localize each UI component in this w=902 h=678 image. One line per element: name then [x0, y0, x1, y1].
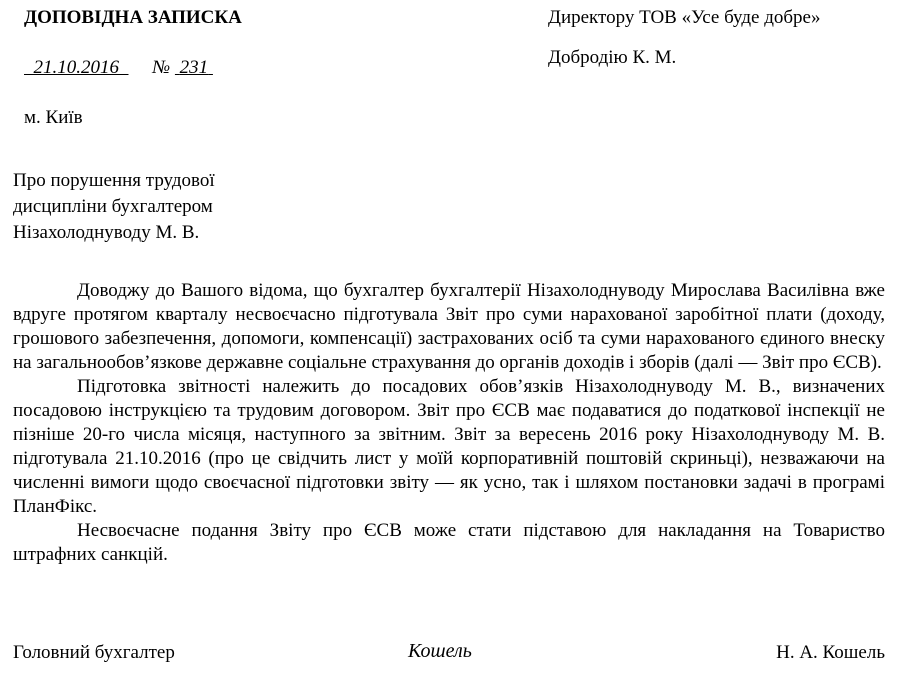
subject-line: дисципліни бухгалтером [13, 196, 213, 217]
document-title: ДОПОВІДНА ЗАПИСКА [24, 7, 242, 28]
addressee-line-2: Добродію К. М. [548, 47, 677, 68]
subject-block [13, 168, 313, 246]
body-paragraph: Несвоєчасне подання Звіту про ЄСВ може стати підставою для накладання на Товариство штрафних санкцій. [13, 520, 885, 565]
addressee-line-1: Директору ТОВ «Усе буде добре» [548, 7, 821, 28]
body-text [13, 279, 885, 567]
number-label: № [152, 57, 171, 78]
date-field: 21.10.2016 [33, 57, 119, 78]
city: м. Київ [24, 107, 83, 128]
number-field: 231 [179, 57, 209, 78]
body-paragraph: Доводжу до Вашого відома, що бухгалтер бухгалтерії Нізахолоднуводу Мирослава Василівна вже вдруге протягом кварталу несвоєчасно підготувала Звіт про суми нарахованої заробітної плати (доходу, грошового забезпечення, допомоги, компенсації) застрахованих осіб та суми нарахованого єдиного внеску на загальнообов’язкове державне соціальне страхування до органів доходів і зборів (далі — Звіт про ЄСВ). [13, 280, 885, 373]
body-paragraph: Підготовка звітності належить до посадових обов’язків Нізахолоднуводу М. В., визначених посадовою інструкцією та трудовим договором. Звіт про ЄСВ має подаватися до податкової інспекції не пізніше 20-го числа місяця, наступного за звітним. Звіт за вересень 2016 року Нізахолоднуводу М. В. підготувала 21.10.2016 (про це свідчить лист у моїй корпоративній поштовій скриньці), незважаючи на численні вимоги щодо своєчасної підготовки звіту — як усно, так і шляхом постановки задачі в програмі ПланФікс. [13, 376, 885, 517]
signatory-role: Головний бухгалтер [13, 642, 175, 663]
subject-line: Про порушення трудової [13, 170, 215, 191]
handwritten-signature: Кошель [408, 640, 472, 662]
date-number-line [24, 55, 213, 81]
subject-line: Нізахолоднуводу М. В. [13, 222, 200, 243]
signatory-name: Н. А. Кошель [776, 642, 885, 663]
